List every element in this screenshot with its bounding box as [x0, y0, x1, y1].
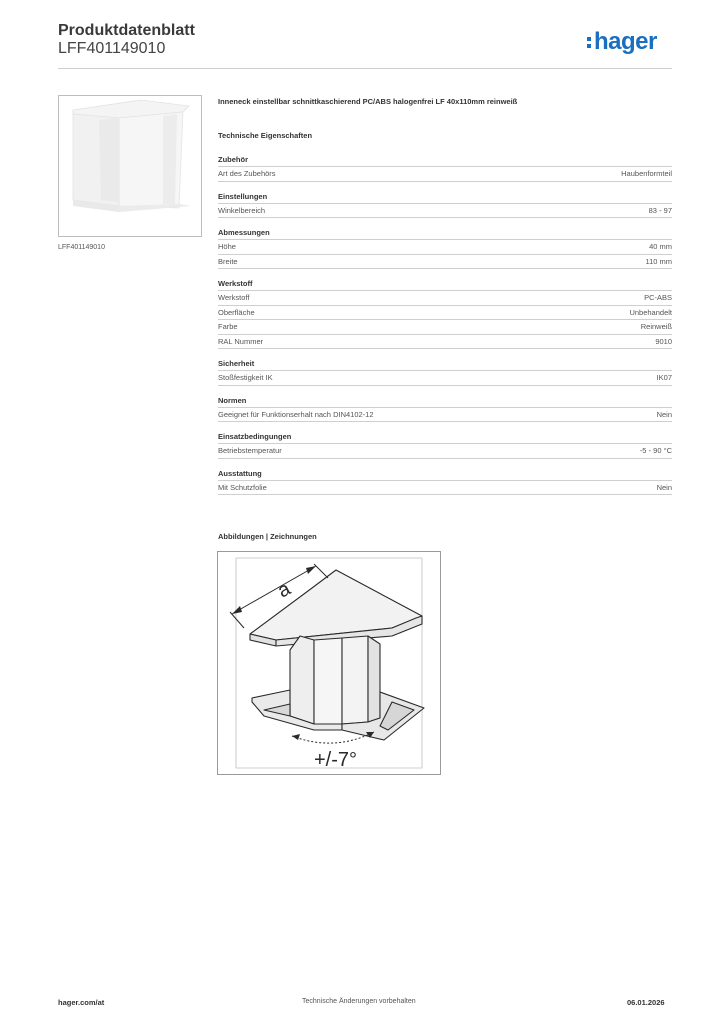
footer-notice: Technische Änderungen vorbehalten — [302, 998, 416, 1005]
product-photo-icon — [59, 96, 201, 236]
property-value: PC-ABS — [644, 293, 672, 302]
property-value: Haubenformteil — [621, 169, 672, 178]
property-row — [218, 335, 672, 350]
property-group — [218, 396, 672, 423]
property-group-title: Sicherheit — [218, 359, 672, 371]
angle-label: +/-7° — [314, 749, 358, 771]
property-group-title: Normen — [218, 396, 672, 408]
property-value: Reinweiß — [640, 322, 672, 331]
property-row — [218, 255, 672, 270]
property-value: 83 - 97 — [648, 205, 672, 215]
inner-corner-drawing-icon — [218, 552, 440, 774]
property-row — [218, 204, 672, 219]
hager-logo: hager — [594, 28, 657, 55]
photo-caption: LFF401149010 — [58, 244, 105, 251]
property-label: Mit Schutzfolie — [218, 482, 267, 492]
property-group-title: Zubehör — [218, 155, 672, 167]
property-group-title: Einstellungen — [218, 192, 672, 204]
property-value: IK07 — [656, 373, 672, 382]
property-label: Stoßfestigkeit IK — [218, 373, 273, 382]
header-divider — [58, 68, 672, 69]
property-label: Oberfläche — [218, 307, 255, 317]
property-group — [218, 279, 672, 349]
property-group-title: Einsatzbedingungen — [218, 432, 672, 444]
property-label: Art des Zubehörs — [218, 169, 276, 178]
technical-drawing — [217, 551, 441, 775]
hager-logo-dots — [587, 37, 591, 51]
footer-website[interactable]: hager.com/at — [58, 998, 105, 1007]
property-row — [218, 320, 672, 335]
property-group — [218, 192, 672, 219]
property-value: Nein — [656, 409, 672, 419]
property-label: Werkstoff — [218, 293, 250, 302]
document-title: Produktdatenblatt — [58, 22, 195, 39]
property-row — [218, 444, 672, 459]
property-value: 9010 — [655, 336, 672, 346]
property-group — [218, 469, 672, 496]
property-row — [218, 371, 672, 386]
property-group-title: Ausstattung — [218, 469, 672, 481]
property-row — [218, 240, 672, 255]
property-value: 110 mm — [645, 256, 672, 266]
property-row — [218, 167, 672, 182]
property-group — [218, 155, 672, 182]
property-value: 40 mm — [649, 242, 672, 251]
property-value: Unbehandelt — [629, 307, 672, 317]
property-row — [218, 481, 672, 496]
property-group — [218, 228, 672, 269]
property-label: Geeignet für Funktionserhalt nach DIN4102-12 — [218, 409, 374, 419]
product-description: Inneneck einstellbar schnittkaschierend PC/ABS halogenfrei LF 40x110mm reinweiß — [218, 97, 518, 106]
property-value: Nein — [656, 482, 672, 492]
property-row — [218, 291, 672, 306]
footer-date: 06.01.2026 — [627, 998, 665, 1007]
property-label: Betriebstemperatur — [218, 446, 282, 455]
property-label: Farbe — [218, 322, 238, 331]
property-label: Höhe — [218, 242, 236, 251]
property-row — [218, 306, 672, 321]
properties-heading: Technische Eigenschaften — [218, 131, 313, 140]
property-group-title: Werkstoff — [218, 279, 672, 291]
article-number: LFF401149010 — [58, 40, 166, 57]
property-group — [218, 432, 672, 459]
property-label: RAL Nummer — [218, 336, 264, 346]
drawings-heading: Abbildungen | Zeichnungen — [218, 532, 317, 541]
property-label: Breite — [218, 256, 238, 266]
property-label: Winkelbereich — [218, 205, 266, 215]
properties-table — [218, 155, 672, 505]
dimension-a-label: a — [274, 577, 295, 603]
property-group — [218, 359, 672, 386]
property-row — [218, 408, 672, 423]
property-group-title: Abmessungen — [218, 228, 672, 240]
property-value: -5 - 90 °C — [639, 446, 672, 455]
product-photo — [58, 95, 202, 237]
